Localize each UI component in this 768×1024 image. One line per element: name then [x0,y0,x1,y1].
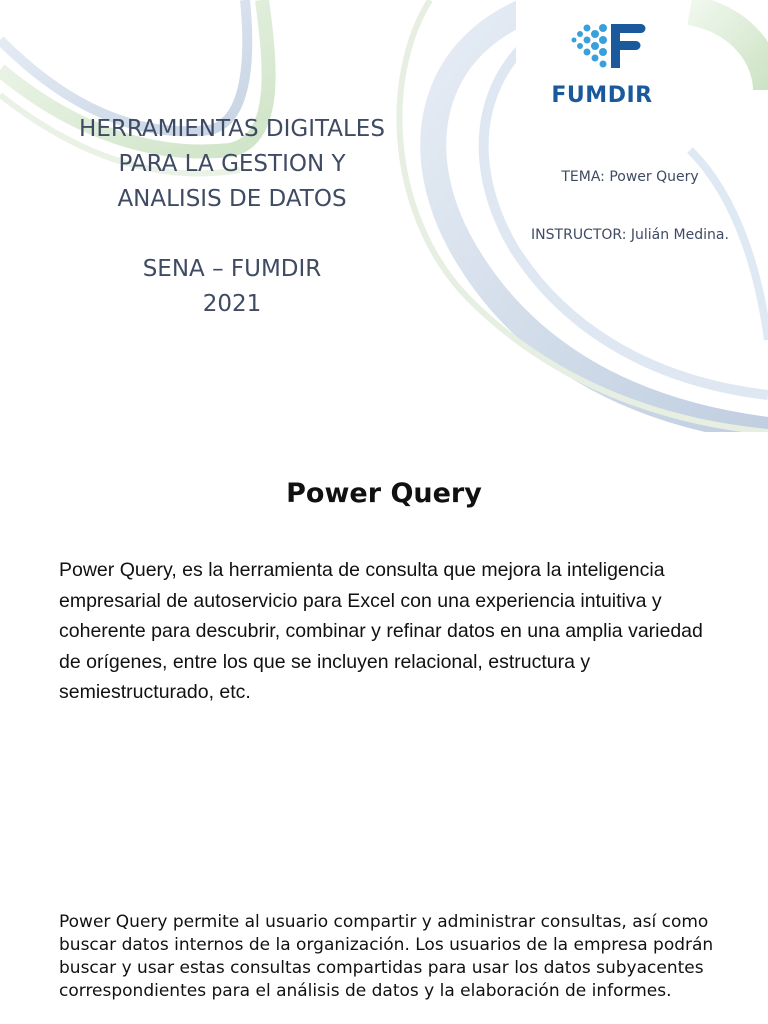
logo-wordmark: FUMDIR [551,83,653,108]
subtitle-line: SENA – FUMDIR [142,256,322,282]
page-heading: Power Query [286,478,482,509]
title-line: HERRAMIENTAS DIGITALES [79,116,385,142]
tema-label: TEMA: Power Query [561,169,699,185]
title-line: ANALISIS DE DATOS [117,186,347,212]
instructor-label: INSTRUCTOR: Julián Medina. [531,227,729,243]
fumdir-logo [516,0,688,142]
fumdir-logo-icon [516,0,688,80]
title-slide [0,0,768,432]
paragraph-sharing: Power Query permite al usuario compartir y administrar consultas, así como buscar datos internos de la organización. Los usuarios de la empresa podrán buscar y usar estas consultas compartidas para usar los datos subyacentes correspondientes para el análisis de datos y la elaboración de informes. [59,912,714,1001]
paragraph-intro: Power Query, es la herramienta de consulta que mejora la inteligencia empresarial de autoservicio para Excel con una experiencia intuitiva y coherente para descubrir, combinar y refinar datos en una amplia variedad de orígenes, entre los que se incluyen relacional, estructura y semiestructurado, etc. [59,559,703,703]
title-line: PARA LA GESTION Y [118,151,346,177]
slide-title [52,112,412,322]
subtitle-line: 2021 [202,291,262,317]
